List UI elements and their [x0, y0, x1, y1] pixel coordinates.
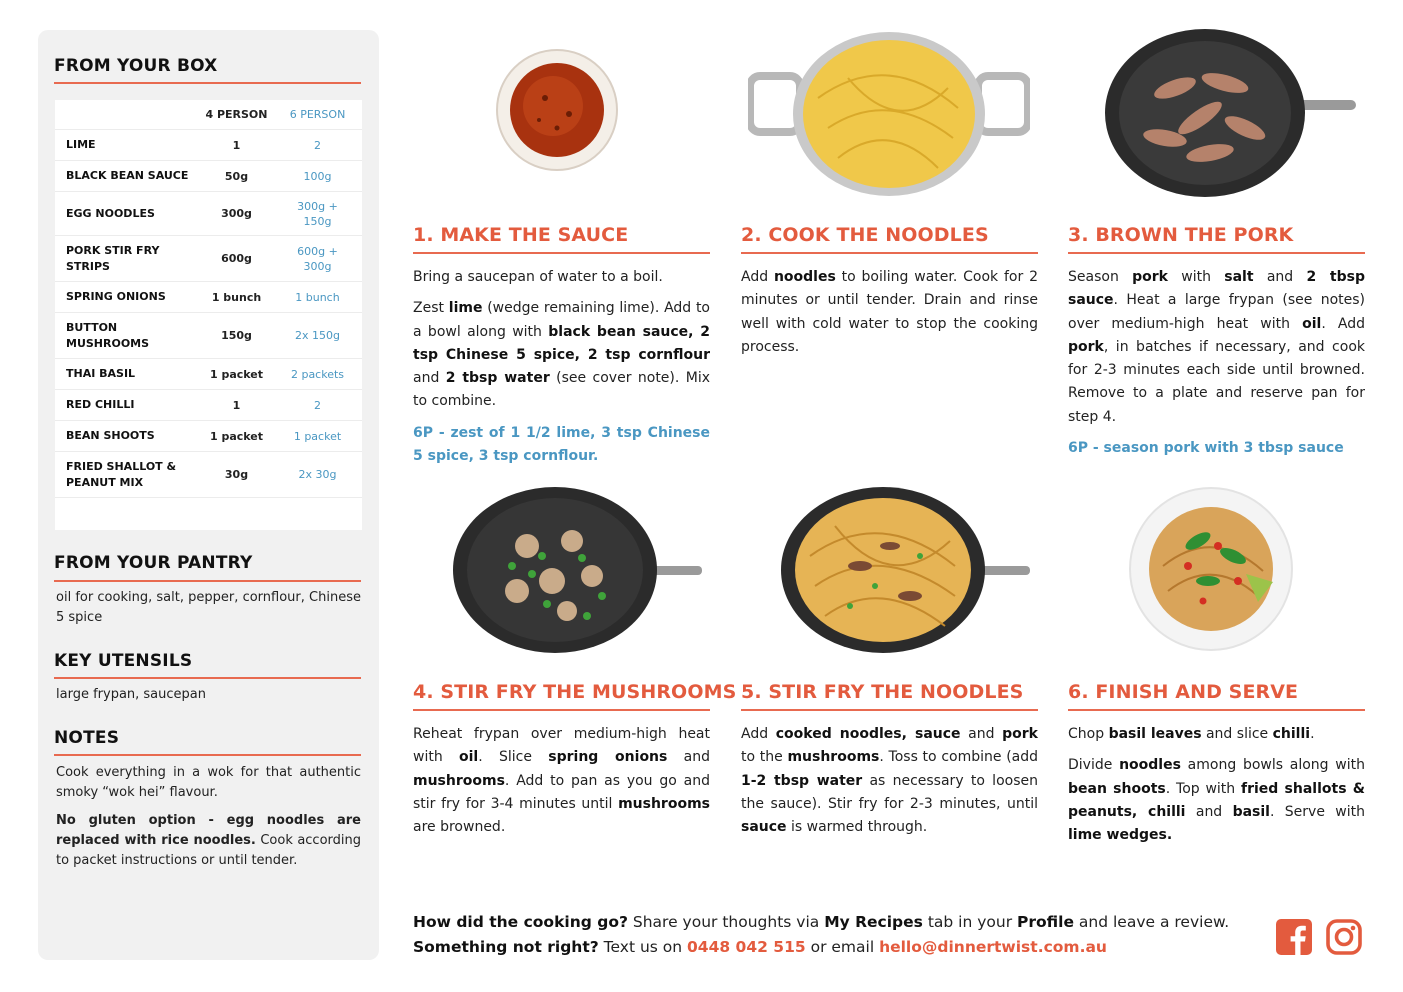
- header-6-person: 6 PERSON: [289, 108, 346, 121]
- divider: [413, 252, 710, 254]
- table-row: [55, 161, 362, 192]
- ingredient-name: THAI BASIL: [66, 367, 136, 380]
- note-wok: Cook everything in a wok for that authentic smoky “wok hei” flavour.: [56, 765, 361, 800]
- header-4-person: 4 PERSON: [205, 108, 268, 121]
- step-3-body: [1068, 266, 1365, 468]
- qty-6p: 2: [314, 398, 321, 412]
- qty-4p: 1 packet: [209, 429, 264, 443]
- step-2-title: 2. COOK THE NOODLES: [741, 224, 989, 246]
- step-6-title: 6. FINISH AND SERVE: [1068, 681, 1299, 703]
- step-3-title: 3. BROWN THE PORK: [1068, 224, 1294, 246]
- step-1-six-person-note: 6P - zest of 1 1/2 lime, 3 tsp Chinese 5 spice, 3 tsp cornflour.: [413, 424, 710, 465]
- qty-4p: 150g: [221, 329, 252, 342]
- qty-6p: 1 packet: [293, 429, 342, 443]
- ingredient-name: BLACK BEAN SAUCE: [66, 169, 189, 182]
- qty-4p: 300g: [221, 207, 252, 220]
- qty-6p: 300g + 150g: [297, 199, 338, 228]
- step-2-body: [741, 266, 1038, 367]
- step-6-p1: Chop basil leaves and slice chilli.: [1068, 726, 1315, 742]
- qty-4p: 600g: [221, 252, 252, 265]
- divider: [741, 252, 1038, 254]
- step-1-p1: Bring a saucepan of water to a boil.: [413, 269, 663, 285]
- sidebar: [38, 30, 379, 960]
- table-row: [55, 359, 362, 390]
- ingredient-name: LIME: [66, 138, 96, 151]
- step-5-p1: Add cooked noodles, sauce and pork to the mushrooms. Toss to combine (add 1-2 tbsp water as necessary to loosen the sauce). Stir fry for 2-3 minutes, until sauce is warmed through.: [741, 726, 1039, 836]
- step-5-body: [741, 723, 1038, 847]
- qty-6p: 1 bunch: [295, 290, 340, 304]
- qty-4p: 1: [232, 138, 241, 152]
- step-4-title: 4. STIR FRY THE MUSHROOMS: [413, 681, 737, 703]
- feedback-line: How did the cooking go? Share your thoughts via My Recipes tab in your Profile and leave a review.: [413, 913, 1230, 931]
- ingredient-name: PORK STIR FRY STRIPS: [66, 243, 160, 273]
- qty-4p: 1 bunch: [211, 290, 262, 304]
- ingredient-name: BUTTON MUSHROOMS: [66, 320, 150, 350]
- qty-4p: 1: [232, 398, 241, 412]
- table-row: [55, 452, 362, 498]
- step-1-title: 1. MAKE THE SAUCE: [413, 224, 629, 246]
- feedback-footer: [413, 910, 1253, 960]
- table-row: [55, 421, 362, 452]
- divider: [413, 709, 710, 711]
- table-row: [55, 390, 362, 421]
- divider: [1068, 709, 1365, 711]
- finished-dish-image: [1128, 486, 1294, 652]
- email-link[interactable]: hello@dinnertwist.com.au: [879, 938, 1107, 956]
- utensils-title: KEY UTENSILS: [54, 651, 193, 671]
- divider: [54, 677, 361, 679]
- ingredient-name: BEAN SHOOTS: [66, 429, 155, 442]
- divider: [54, 82, 361, 84]
- table-row: [55, 236, 362, 282]
- table-header: [55, 100, 362, 130]
- divider: [741, 709, 1038, 711]
- sauce-bowl-image: [495, 48, 619, 172]
- step-5-title: 5. STIR FRY THE NOODLES: [741, 681, 1024, 703]
- step-3-p1: Season pork with salt and 2 tbsp sauce. Heat a large frypan (see notes) over medium-high heat with oil. Add pork, in batches if necessary, and cook for 2-3 minutes each side until browned. Remove to a plate and reserve pan for step 4.: [1068, 269, 1365, 425]
- step-1-p2: Zest lime (wedge remaining lime). Add to a bowl along with black bean sauce, 2 tsp Chinese 5 spice, 2 tsp cornflour and 2 tbsp water (see cover note). Mix to combine.: [413, 300, 711, 410]
- divider: [54, 754, 361, 756]
- phone-link[interactable]: 0448 042 515: [687, 938, 806, 956]
- qty-4p: 30g: [224, 468, 249, 481]
- qty-6p: 2x 150g: [295, 329, 340, 342]
- qty-4p: 50g: [224, 169, 249, 183]
- pantry-title: FROM YOUR PANTRY: [54, 553, 253, 573]
- qty-6p: 2 packets: [290, 367, 345, 381]
- mushroom-pan-image: [452, 486, 704, 654]
- ingredients-table: [55, 100, 362, 530]
- noodle-pan-image: [780, 486, 1032, 654]
- notes-title: NOTES: [54, 728, 120, 748]
- ingredient-name: RED CHILLI: [66, 398, 135, 411]
- table-row: [55, 282, 362, 313]
- qty-6p: 2x 30g: [298, 468, 337, 481]
- step-1-body: [413, 266, 710, 476]
- ingredient-name: SPRING ONIONS: [66, 290, 166, 303]
- qty-6p: 100g: [303, 169, 332, 183]
- pork-pan-image: [1105, 28, 1357, 198]
- from-your-box-title: FROM YOUR BOX: [54, 56, 218, 76]
- step-2-p1: Add noodles to boiling water. Cook for 2 minutes or until tender. Drain and rinse well with cold water to stop the cooking process.: [741, 269, 1038, 355]
- step-4-p1: Reheat frypan over medium-high heat with oil. Slice spring onions and mushrooms. Add to pan as you go and stir fry for 3-4 minutes until mushrooms are browned.: [413, 726, 711, 836]
- ingredient-name: FRIED SHALLOT & PEANUT MIX: [66, 459, 177, 489]
- note-gluten: No gluten option - egg noodles are replaced with rice noodles. Cook according to packet instructions or until tender.: [56, 813, 362, 868]
- qty-6p: 2: [314, 138, 321, 152]
- divider: [1068, 252, 1365, 254]
- noodle-pot-image: [748, 28, 1030, 198]
- table-row: [55, 313, 362, 359]
- instagram-icon[interactable]: [1326, 919, 1362, 955]
- utensils-text: large frypan, saucepan: [56, 687, 206, 702]
- pantry-text: oil for cooking, salt, pepper, cornflour, Chinese 5 spice: [56, 590, 361, 625]
- step-6-p2: Divide noodles among bowls along with bean shoots. Top with fried shallots & peanuts, chilli and basil. Serve with lime wedges.: [1068, 757, 1365, 844]
- table-row: [55, 192, 362, 236]
- note-gluten-bold: No gluten option - egg noodles are replaced with rice noodles.: [56, 813, 361, 848]
- step-4-body: [413, 723, 710, 847]
- divider: [54, 580, 361, 582]
- contact-line: Something not right? Text us on 0448 042 515 or email hello@dinnertwist.com.au: [413, 938, 1107, 956]
- qty-4p: 1 packet: [209, 367, 264, 381]
- ingredient-name: EGG NOODLES: [66, 206, 155, 220]
- facebook-icon[interactable]: [1276, 919, 1312, 955]
- step-6-body: [1068, 723, 1365, 855]
- step-3-six-person-note: 6P - season pork with 3 tbsp sauce: [1068, 440, 1344, 457]
- qty-6p: 600g + 300g: [297, 244, 338, 273]
- table-row: [55, 130, 362, 161]
